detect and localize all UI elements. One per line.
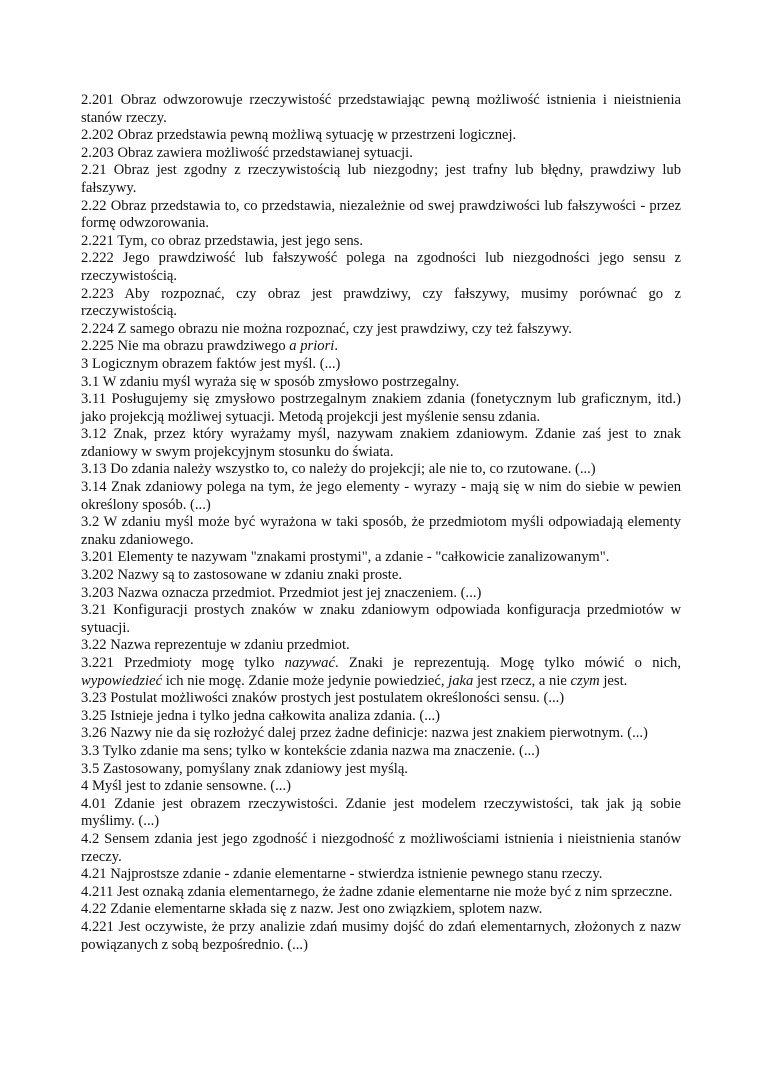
paragraph [81, 514, 681, 549]
text-segment: 3.3 Tylko zdanie ma sens; tylko w kontekście zdania nazwa ma znaczenie. (...) [81, 742, 540, 759]
text-segment: jest. [599, 672, 628, 689]
paragraph [81, 250, 681, 285]
text-segment: 2.201 Obraz odwzorowuje rzeczywistość przedstawiając pewną możliwość istnienia i nieistnienia stanów rzeczy. [81, 92, 681, 126]
paragraph [81, 92, 681, 127]
text-segment: 2.221 Tym, co obraz przedstawia, jest jego sens. [81, 232, 363, 249]
text-segment: 3.12 Znak, przez który wyrażamy myśl, nazywam znakiem zdaniowym. Zdanie zaś jest to znak zdaniowy w swym projekcyjnym stosunku do świata. [81, 426, 681, 460]
text-segment: 3.1 W zdaniu myśl wyraża się w sposób zmysłowo postrzegalny. [81, 373, 460, 390]
paragraph [81, 778, 681, 796]
paragraph [81, 637, 681, 655]
paragraph [81, 585, 681, 603]
paragraph [81, 567, 681, 585]
paragraph [81, 655, 681, 690]
paragraph [81, 725, 681, 743]
paragraph [81, 162, 681, 197]
text-segment: 3.221 Przedmioty mogę tylko [81, 655, 285, 671]
text-segment: 2.202 Obraz przedstawia pewną możliwą sytuację w przestrzeni logicznej. [81, 127, 517, 144]
text-segment: ich nie mogę. Zdanie może jedynie powiedzieć, [162, 672, 449, 689]
text-segment: jest rzecz, a nie [473, 672, 571, 689]
italic-text: nazywać [284, 655, 335, 671]
text-segment: 2.222 Jego prawdziwość lub fałszywość polega na zgodności lub niezgodności jego sensu z rzeczywistością. [81, 250, 681, 284]
text-segment: 2.21 Obraz jest zgodny z rzeczywistością lub niezgodny; jest trafny lub błędny, prawdziwy lub fałszywy. [81, 162, 681, 196]
paragraph [81, 884, 681, 902]
paragraph [81, 426, 681, 461]
text-segment: 3.13 Do zdania należy wszystko to, co należy do projekcji; ale nie to, co rzutowane. (...) [81, 461, 596, 478]
text-segment: 4.01 Zdanie jest obrazem rzeczywistości. Zdanie jest modelem rzeczywistości, tak jak ją sobie myślimy. (...) [81, 795, 681, 830]
text-segment: 2.203 Obraz zawiera możliwość przedstawianej sytuacji. [81, 144, 413, 161]
text-segment: 2.223 Aby rozpoznać, czy obraz jest prawdziwy, czy fałszywy, musimy porównać go z rzeczywistością. [81, 285, 681, 320]
text-segment: . [334, 338, 338, 355]
paragraph [81, 761, 681, 779]
text-segment: 2.22 Obraz przedstawia to, co przedstawia, niezależnie od swej prawdziwości lub fałszywości - przez formę odwzorowania. [81, 197, 681, 232]
paragraph [81, 145, 681, 163]
paragraph [81, 286, 681, 321]
text-segment: 3.2 W zdaniu myśl może być wyrażona w taki sposób, że przedmiotom myśli odpowiadają elementy znaku zdaniowego. [81, 514, 681, 548]
italic-text: wypowiedzieć [81, 672, 163, 689]
text-segment: 3.22 Nazwa reprezentuje w zdaniu przedmiot. [81, 637, 350, 654]
text-segment: . Znaki je reprezentują. Mogę tylko mówić o nich, [334, 655, 681, 671]
paragraph [81, 743, 681, 761]
italic-text: czym [570, 672, 600, 689]
text-segment: 3.201 Elementy te nazywam "znakami prostymi", a zdanie - "całkowicie zanalizowanym". [81, 549, 610, 566]
paragraph [81, 321, 681, 339]
paragraph [81, 356, 681, 374]
italic-text: jaka [448, 672, 474, 689]
text-segment: 3.11 Posługujemy się zmysłowo postrzegalnym znakiem zdania (fonetycznym lub graficznym, itd.) jako projekcją możliwej sytuacji. Metodą projekcji jest myślenie sensu zdania. [81, 391, 681, 425]
paragraph [81, 919, 681, 954]
paragraph [81, 479, 681, 514]
text-segment: 4.211 Jest oznaką zdania elementarnego, że żadne zdanie elementarne nie może być z nim sprzeczne. [81, 883, 673, 900]
paragraph [81, 461, 681, 479]
text-segment: 3.203 Nazwa oznacza przedmiot. Przedmiot jest jej znaczeniem. (...) [81, 584, 482, 601]
paragraph [81, 708, 681, 726]
text-segment: 4 Myśl jest to zdanie sensowne. (...) [81, 778, 291, 795]
paragraph [81, 198, 681, 233]
text-segment: 4.22 Zdanie elementarne składa się z nazw. Jest ono związkiem, splotem nazw. [81, 901, 543, 918]
paragraph [81, 831, 681, 866]
text-segment: 3 Logicznym obrazem faktów jest myśl. (...) [81, 355, 341, 372]
paragraph [81, 233, 681, 251]
paragraph [81, 549, 681, 567]
text-segment: 4.221 Jest oczywiste, że przy analizie zdań musimy dojść do zdań elementarnych, złożonych z nazw powiązanych z sobą bezpośrednio. (...) [81, 918, 681, 953]
paragraph [81, 602, 681, 637]
text-segment: 4.2 Sensem zdania jest jego zgodność i niezgodność z możliwościami istnienia i nieistnienia stanów rzeczy. [81, 830, 681, 865]
text-segment: 3.23 Postulat możliwości znaków prostych jest postulatem określoności sensu. (...) [81, 690, 565, 707]
text-segment: 3.26 Nazwy nie da się rozłożyć dalej przez żadne definicje: nazwa jest znakiem pierwotnym. (...) [81, 725, 648, 742]
text-segment: 4.21 Najprostsze zdanie - zdanie elementarne - stwierdza istnienie pewnego stanu rzeczy. [81, 866, 603, 883]
text-segment: 3.14 Znak zdaniowy polega na tym, że jego elementy - wyrazy - mają się w nim do siebie w pewien określony sposób. (...) [81, 479, 681, 513]
paragraph [81, 127, 681, 145]
paragraph [81, 338, 681, 356]
text-segment: 3.202 Nazwy są to zastosowane w zdaniu znaki proste. [81, 567, 402, 584]
text-segment: 3.21 Konfiguracji prostych znaków w znaku zdaniowym odpowiada konfiguracja przedmiotów w sytuacji. [81, 602, 681, 636]
text-segment: 2.225 Nie ma obrazu prawdziwego [81, 338, 290, 355]
text-segment: 3.25 Istnieje jedna i tylko jedna całkowita analiza zdania. (...) [81, 707, 441, 724]
paragraph [81, 866, 681, 884]
paragraph [81, 901, 681, 919]
italic-text: a priori [289, 338, 335, 355]
paragraph [81, 690, 681, 708]
paragraph [81, 374, 681, 392]
paragraph [81, 391, 681, 426]
paragraph [81, 796, 681, 831]
text-segment: 2.224 Z samego obrazu nie można rozpoznać, czy jest prawdziwy, czy też fałszywy. [81, 320, 572, 337]
document-page [81, 92, 681, 954]
text-segment: 3.5 Zastosowany, pomyślany znak zdaniowy jest myślą. [81, 760, 408, 777]
